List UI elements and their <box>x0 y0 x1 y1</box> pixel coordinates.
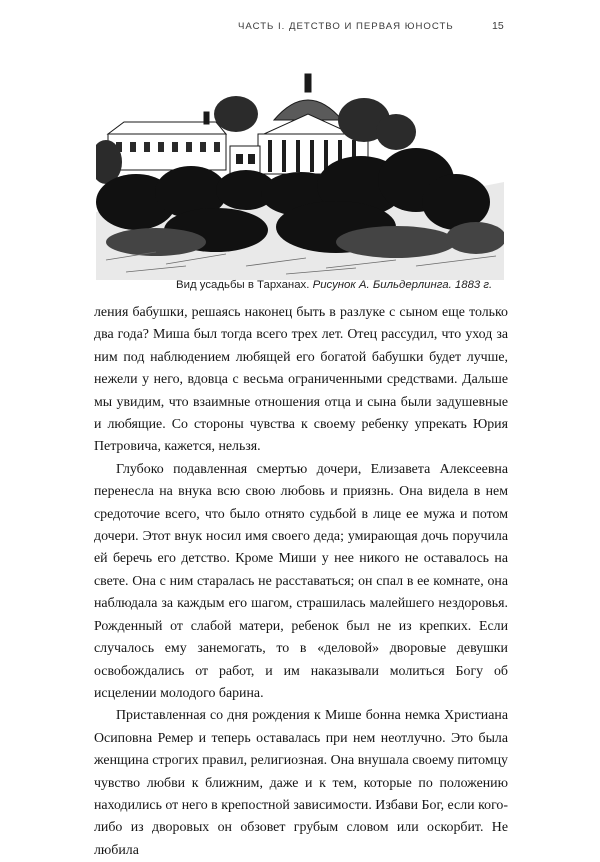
page-number: 15 <box>492 20 504 32</box>
body-text <box>94 302 508 862</box>
running-head: ЧАСТЬ I. ДЕТСТВО И ПЕРВАЯ ЮНОСТЬ <box>238 21 454 32</box>
manor-illustration <box>96 62 504 280</box>
figure-caption <box>176 279 506 291</box>
paragraph-1: ления бабушки, решаясь наконец быть в разлуке с сыном еще только два года? Миша был тогда всего трех лет. Отец рассудил, что уход за ним под наблюдением любящей его богатой бабушки будет лучше, нежели у него, вдовца с весьма ограниченными средствами. Дальше мы увидим, что взаимные отношения отца и сына были задушевные и любящие. Со стороны чувства к своему ребенку упрекать Юрия Петровича, кажется, нельзя. <box>94 305 508 455</box>
paragraph-3: Приставленная со дня рождения к Мише бонна немка Христиана Осиповна Ремер и теперь оставалась при нем неотлучно. Это была женщина строгих правил, религиозная. Она внушала своему питомцу чувство любви к ближним, даже и к тем, которые по положению находились от него в крепостной зависимости. Избави Бог, если кого-либо из дворовых он обзовет грубым словом или оскорбит. Не любила <box>94 708 508 858</box>
caption-main: Вид усадьбы в Тарханах. <box>176 279 313 291</box>
paragraph-2: Глубоко подавленная смертью дочери, Елизавета Алексеевна перенесла на внука всю свою любовь и приязнь. Она видела в нем средоточие всего, что было отнято судьбой в лице ее мужа и потом дочери. Этот внук носил имя своего деда; умирающая дочь поручила ей беречь его детство. Кроме Миши у нее никого не оставалось на свете. Она с ним старалась не расставаться; он спал в ее комнате, она наблюдала за каждым его шагом, страшилась малейшего нездоровья. Рожденный от слабой матери, ребенок был не из крепких. Если случалось ему занемогать, то в «деловой» дворовые девушки освобождались от работ, и им наказывали молиться Богу об исцелении молодого барина. <box>94 461 508 701</box>
caption-italic: Рисунок А. Бильдерлинга. 1883 г. <box>312 279 493 291</box>
